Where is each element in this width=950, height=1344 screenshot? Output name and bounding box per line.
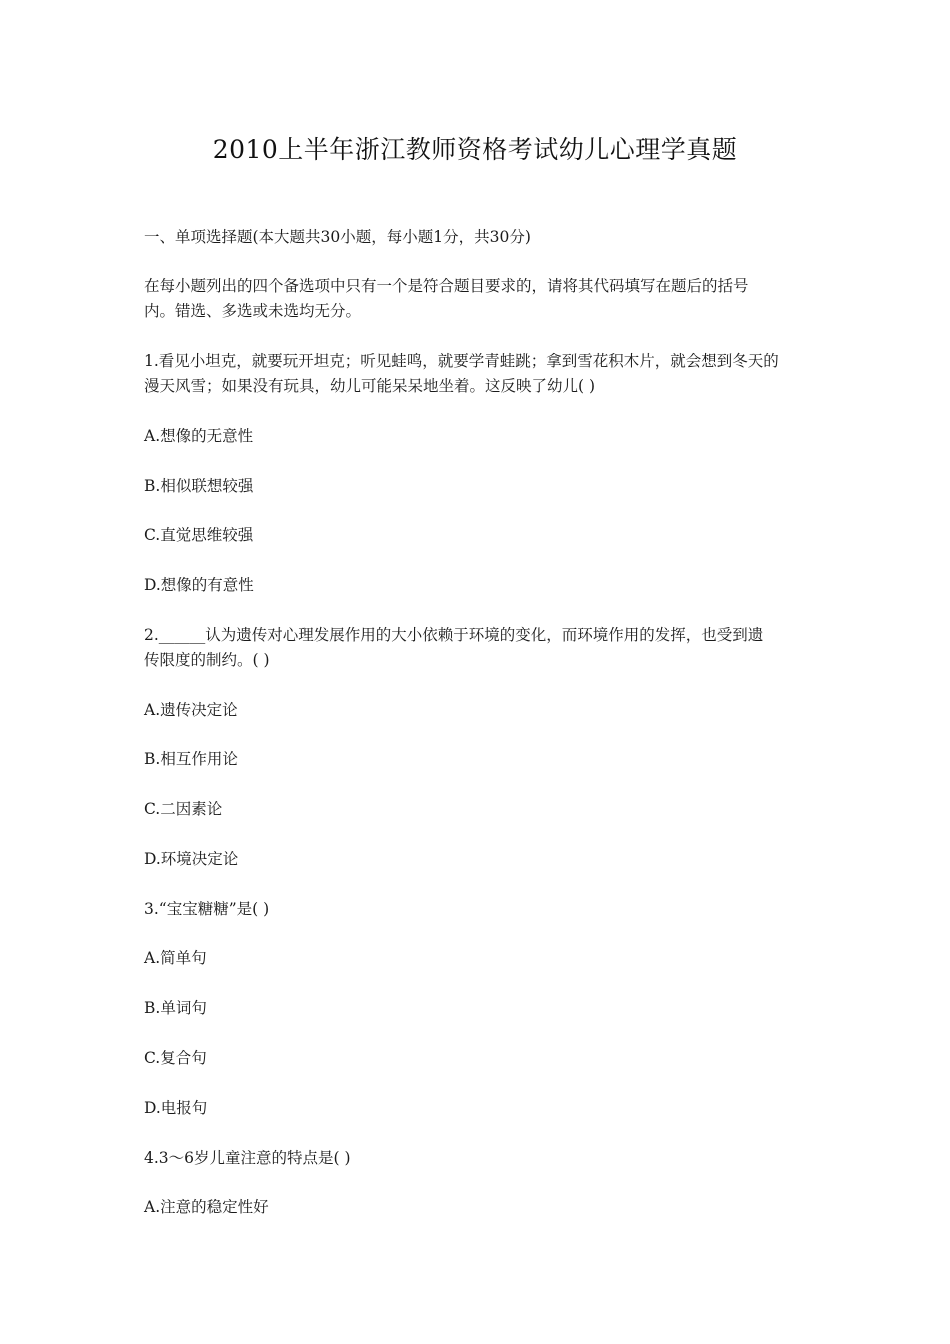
question-1-option-c: C.直觉思维较强 (144, 526, 254, 544)
question-1-option-b: B.相似联想较强 (144, 477, 254, 495)
question-2-option-b: B.相互作用论 (144, 750, 238, 768)
question-2-stem-line-2: 传限度的制约。( ) (144, 651, 270, 669)
question-4-option-a: A.注意的稳定性好 (144, 1198, 269, 1216)
instructions-line-1: 在每小题列出的四个备选项中只有一个是符合题目要求的，请将其代码填写在题后的括号 (144, 277, 749, 295)
question-4-stem: 4.3～6岁儿童注意的特点是( ) (144, 1149, 351, 1167)
instructions-line-2: 内。错选、多选或未选均无分。 (144, 302, 362, 320)
page-title: 2010上半年浙江教师资格考试幼儿心理学真题 (212, 135, 738, 164)
question-2-option-a: A.遗传决定论 (144, 701, 238, 719)
question-3-option-c: C.复合句 (144, 1049, 207, 1067)
question-2-option-d: D.环境决定论 (144, 850, 239, 868)
question-2-option-c: C.二因素论 (144, 800, 223, 818)
question-2-stem-line-1: 2.______认为遗传对心理发展作用的大小依赖于环境的变化，而环境作用的发挥，也受到遗 (144, 626, 764, 644)
question-3-stem: 3.“宝宝糖糖”是( ) (144, 900, 270, 918)
question-3-option-b: B.单词句 (144, 999, 207, 1017)
question-1-stem-line-1: 1.看见小坦克，就要玩开坦克；听见蛙鸣，就要学青蛙跳；拿到雪花积木片，就会想到冬天的 (144, 352, 779, 370)
question-1-option-a: A.想像的无意性 (144, 427, 254, 445)
section-heading: 一、单项选择题(本大题共30小题，每小题1分，共30分) (144, 228, 531, 246)
question-1-stem-line-2: 漫天风雪；如果没有玩具，幼儿可能呆呆地坐着。这反映了幼儿( ) (144, 377, 596, 395)
question-1-option-d: D.想像的有意性 (144, 576, 254, 594)
question-3-option-a: A.简单句 (144, 949, 207, 967)
question-3-option-d: D.电报句 (144, 1099, 208, 1117)
